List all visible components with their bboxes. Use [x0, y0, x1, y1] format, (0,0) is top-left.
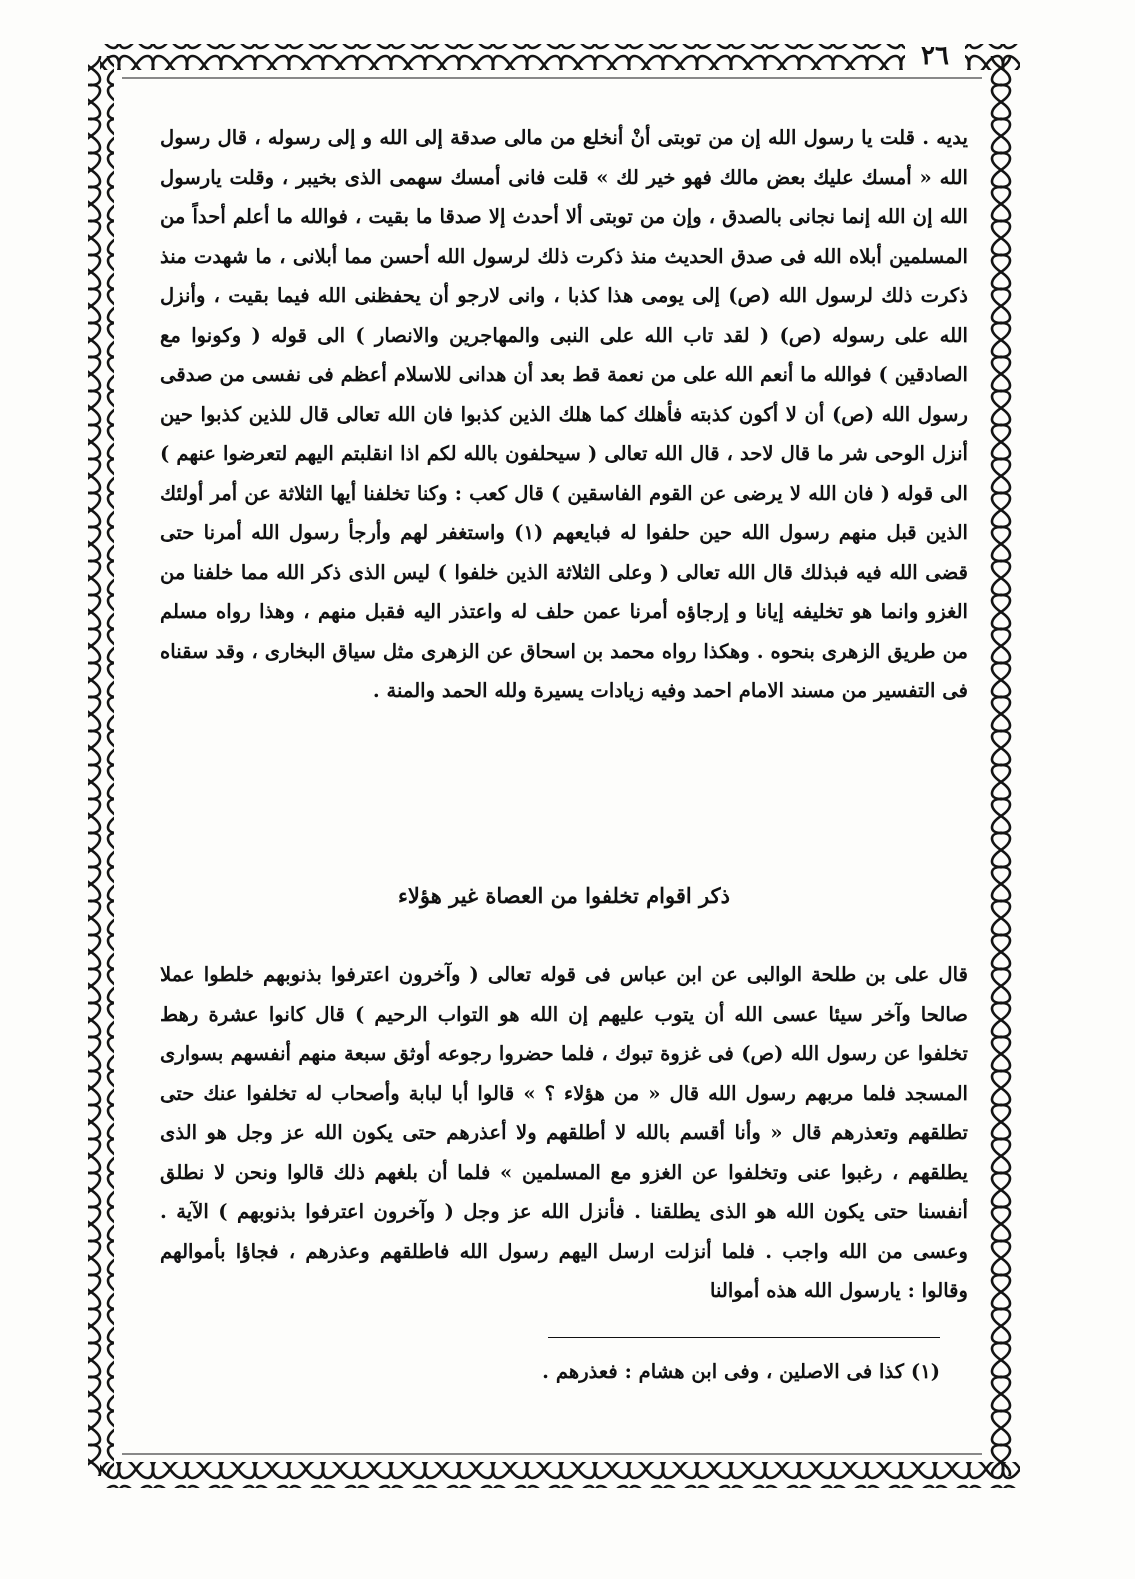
footnote: (١) كذا فى الاصلين ، وفى ابن هشام : فعذرهم . — [542, 1360, 940, 1383]
border-bottom — [100, 1462, 1020, 1488]
border-top — [100, 44, 1020, 70]
body-paragraph: قال على بن طلحة الوالبى عن ابن عباس فى قوله تعالى ( وآخرون اعترفوا بذنوبهم خلطوا عملا صالحا وآخر سيئا عسى الله أن يتوب عليهم إن الله هو التواب الرحيم ) قال كانوا عشرة رهط تخلفوا عن رسول الله (ص) فى غزوة تبوك ، فلما حضروا رجوعه أوثق سبعة منهم أنفسهم بسوارى المسجد فلما مربهم رسول الله قال « من هؤلاء ؟ » قالوا أبا لبابة وأصحاب له تخلفوا عنك حتى تطلقهم وتعذرهم قال « وأنا أقسم بالله لا أطلقهم ولا أعذرهم حتى يكون الله عز وجل هو الذى يطلقهم ، رغبوا عنى وتخلفوا عن الغزو مع المسلمين » فلما أن بلغهم ذلك قالوا ونحن لا نطلق أنفسنا حتى يكون الله هو الذى يطلقنا . فأنزل الله عز وجل ( وآخرون اعترفوا بذنوبهم ) الآية . وعسى من الله واجب . فلما أنزلت ارسل اليهم رسول الله فاطلقهم وعذرهم ، فجاؤا بأموالهم وقالوا : يارسول الله هذه أموالنا — [160, 963, 968, 1302]
border-left — [88, 56, 114, 1476]
border-right — [988, 56, 1014, 1476]
section-heading: ذكر اقوام تخلفوا من العصاة غير هؤلاء — [398, 883, 730, 908]
page-number: ٢٦ — [905, 38, 965, 74]
footnote-divider — [548, 1337, 940, 1338]
body-paragraph: يديه . قلت يا رسول الله إن من توبتى أنْ أنخلع من مالى صدقة إلى الله و إلى رسوله ، قال رسول الله « أمسك عليك بعض مالك فهو خير لك » قلت فانى أمسك سهمى الذى بخيبر ، وقلت يارسول الله إن الله إنما نجانى بالصدق ، وإن من توبتى ألا أحدث إلا صدقا ما بقيت ، فوالله ما أعلم أحداً من المسلمين أبلاه الله فى صدق الحديث منذ ذكرت ذلك لرسول الله أحسن مما أبلانى ، ما شهدت منذ ذكرت ذلك لرسول الله (ص) إلى يومى هذا كذبا ، وانى لارجو أن يحفظنى الله فيما بقيت ، وأنزل الله على رسوله (ص) ( لقد تاب الله على النبى والمهاجرين والانصار ) الى قوله ( وكونوا مع الصادقين ) فوالله ما أنعم الله على من نعمة قط بعد أن هدانى للاسلام أعظم فى نفسى من صدقى رسول الله (ص) أن لا أكون كذبته فأهلك كما هلك الذين كذبوا فان الله تعالى قال للذين كذبوا حين أنزل الوحى شر ما قال لاحد ، قال الله تعالى ( سيحلفون بالله لكم اذا انقلبتم اليهم لتعرضوا عنهم ) الى قوله ( فان الله لا يرضى عن القوم الفاسقين ) قال كعب : وكنا تخلفنا أيها الثلاثة عن أمر أولئك الذين قبل منهم رسول الله حين حلفوا له فبايعهم (١) واستغفر لهم وأرجأ رسول الله أمرنا حتى قضى الله فيه فبذلك قال الله تعالى ( وعلى الثلاثة الذين خلفوا ) ليس الذى ذكر الله مما خلفنا من الغزو وانما هو تخليفه إيانا و إرجاؤه أمرنا عمن حلف له واعتذر اليه فقبل منهم ، وهذا رواه مسلم من طريق الزهرى بنحوه . وهكذا رواه محمد بن اسحاق عن الزهرى مثل سياق البخارى ، وقد سقناه فى التفسير من مسند الامام احمد وفيه زيادات يسيرة ولله الحمد والمنة . — [160, 126, 968, 702]
